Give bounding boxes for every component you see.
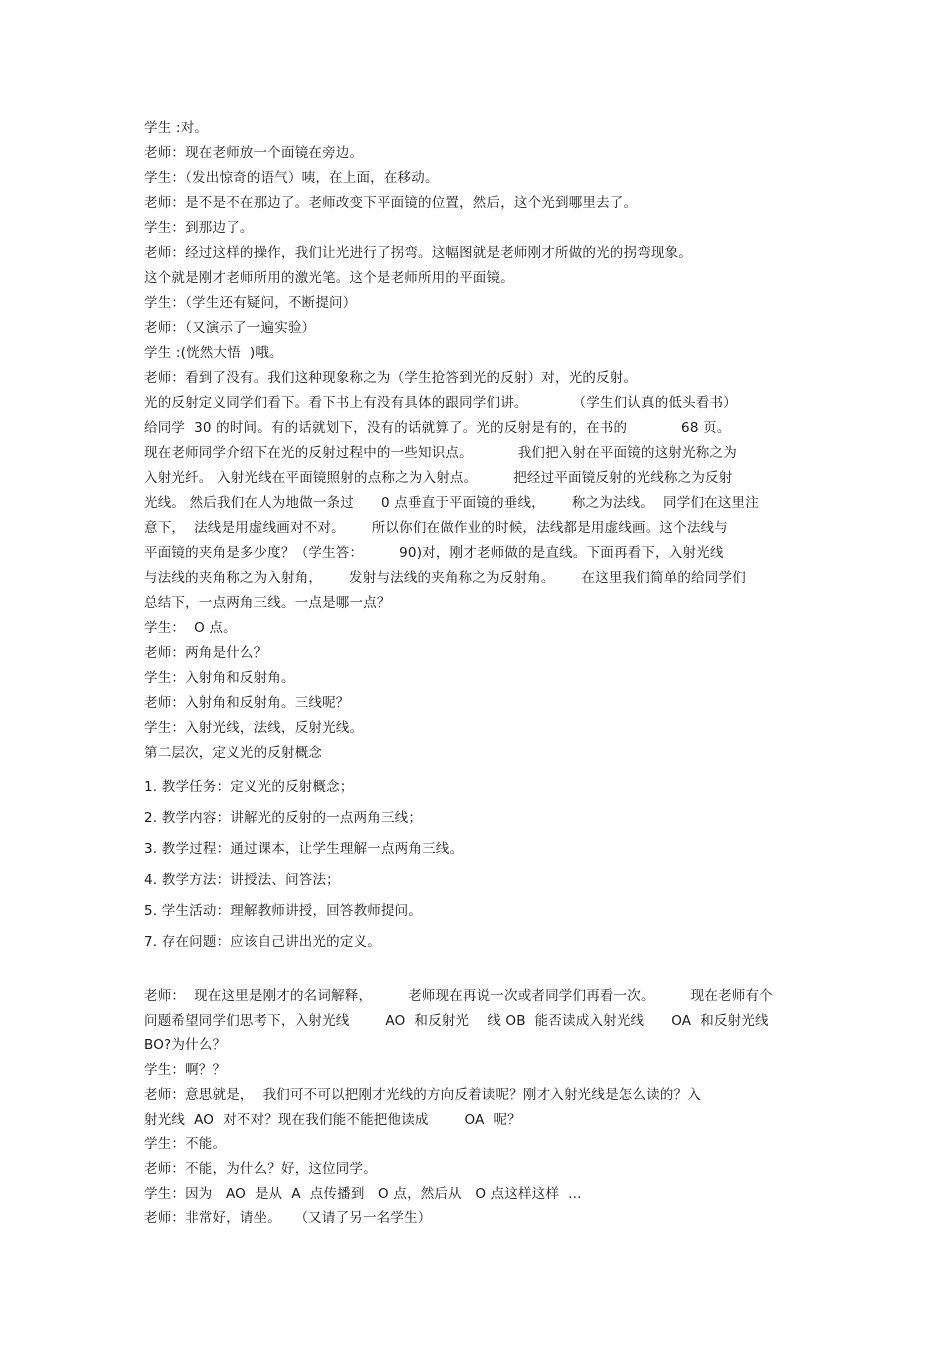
text-line: 这个就是刚才老师所用的激光笔。这个是老师所用的平面镜。 [144,270,514,286]
text-line: 学生：不能。 [144,1136,227,1153]
text-line: 老师：不能，为什么？好，这位同学。 [144,1160,377,1177]
text-line: 现在老师同学介绍下在光的反射过程中的一些知识点。 我们把入射在平面镜的这射光称之为 [144,445,737,461]
text-line: 老师：（又演示了一遍实验） [144,320,316,336]
text-line: 第二层次，定义光的反射概念 [144,745,323,761]
text-line: 老师：非常好，请坐。 （又请了另一名学生） [144,1210,432,1227]
text-line: 老师：现在老师放一个面镜在旁边。 [144,145,364,161]
text-line: 射光线 AO 对不对？现在我们能不能把他读成 OA 呢？ [144,1111,521,1128]
list-item: 4. 教学方法：讲授法、问答法； [144,872,340,888]
text-line: 光线。 然后我们在人为地做一条过 0 点垂直于平面镜的垂线， 称之为法线。 同学们在这里注 [144,495,759,511]
text-line: 入射光纤。 入射光线在平面镜照射的点称之为入射点。 把经过平面镜反射的光线称之为反射 [144,470,733,486]
text-line: 学生：入射光线，法线，反射光线。 [144,720,364,736]
text-line: 学生：（学生还有疑问，不断提问） [144,295,357,311]
text-line: 学生：（发出惊奇的语气）咦，在上面，在移动。 [144,170,439,186]
text-line: 与法线的夹角称之为入射角， 发射与法线的夹角称之为反射角。 在这里我们简单的给同学们 [144,570,746,586]
list-item: 2. 教学内容：讲解光的反射的一点两角三线； [144,810,423,826]
text-line: 老师：经过这样的操作，我们让光进行了拐弯。这幅图就是老师刚才所做的光的拐弯现象。 [144,245,692,261]
text-line: 学生：到那边了。 [144,220,254,236]
text-line: 给同学 30 的时间。有的话就划下，没有的话就算了。光的反射是有的，在书的 68 页。 [144,420,731,436]
text-line: 光的反射定义同学们看下。看下书上有没有具体的跟同学们讲。 （学生们认真的低头看书） [144,395,737,411]
text-line: 老师：入射角和反射角。三线呢？ [144,695,350,711]
text-line: 老师： 现在这里是刚才的名词解释， 老师现在再说一次或者同学们再看一次。 现在老师有个 [144,988,773,1004]
list-item: 3. 教学过程：通过课本，让学生理解一点两角三线。 [144,841,464,857]
text-line: 学生：入射角和反射角。 [144,670,295,686]
text-line: 老师：意思就是， 我们可不可以把刚才光线的方向反着读呢？刚才入射光线是怎么读的？入 [144,1086,701,1103]
text-line: 学生 :(恍然大悟 )哦。 [144,345,283,361]
text-line: 问题希望同学们思考下，入射光线 AO 和反射光 线 OB 能否读成入射光线 OA 和反射光线 [144,1012,769,1029]
list-item: 7. 存在问题：应该自己讲出光的定义。 [144,934,381,950]
text-line: BO?为什么？ [144,1037,227,1054]
text-line: 平面镜的夹角是多少度？（学生答： 90)对，刚才老师做的是直线。下面再看下，入射光线 [144,545,724,561]
list-item: 1. 教学任务：定义光的反射概念； [144,779,354,795]
text-line: 总结下，一点两角三线。一点是哪一点？ [144,595,391,611]
text-line: 老师：看到了没有。我们这种现象称之为（学生抢答到光的反射）对，光的反射。 [144,370,638,386]
text-line: 学生：因为 AO 是从 A 点传播到 O 点，然后从 O 点这样这样 ... [144,1185,582,1202]
text-line: 学生： O 点。 [144,620,237,636]
text-line: 学生 :对。 [144,120,209,136]
text-line: 老师：是不是不在那边了。老师改变下平面镜的位置，然后，这个光到哪里去了。 [144,195,638,211]
text-line: 学生：啊？？ [144,1062,227,1079]
text-line: 意下， 法线是用虚线画对不对。 所以你们在做作业的时候，法线都是用虚线画。这个法线与 [144,520,728,536]
text-line: 老师：两角是什么？ [144,645,268,661]
list-item: 5. 学生活动：理解教师讲授，回答教师提问。 [144,903,423,919]
